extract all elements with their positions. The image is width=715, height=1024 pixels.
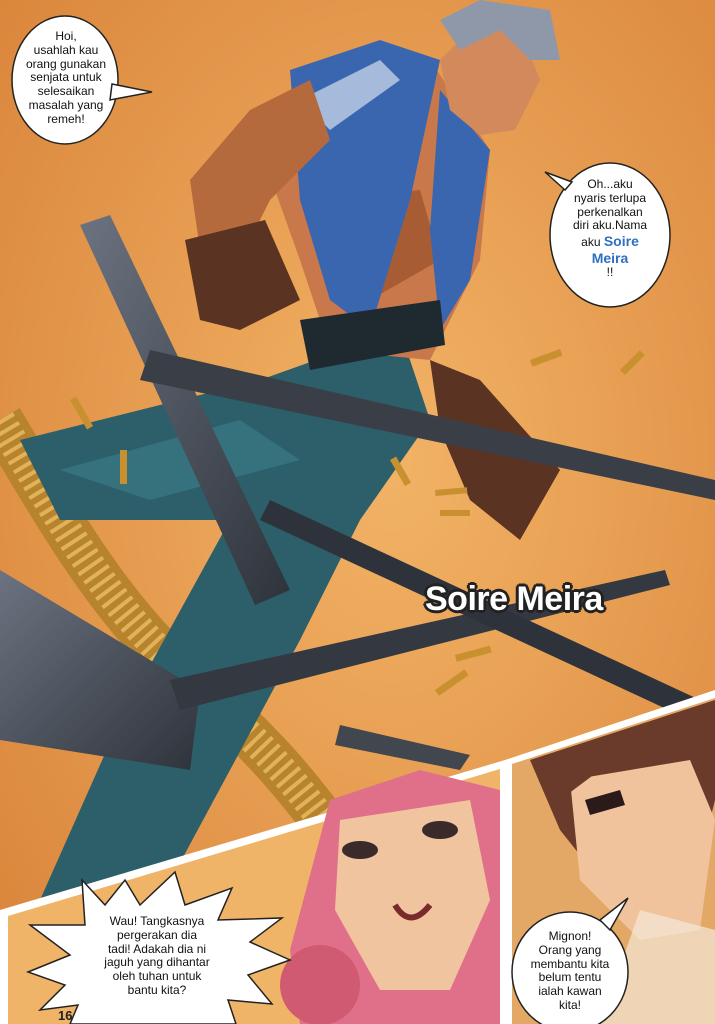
bubble-bottom-right-text (518, 930, 622, 1013)
bubble-line: membantu kita (530, 956, 610, 971)
page-number: 16 (58, 1008, 73, 1023)
bubble-line: senjata untuk (30, 70, 102, 85)
bubble-line: belum tentu (538, 970, 602, 985)
bubble-line: Wau! Tangkasnya (109, 914, 205, 928)
bubble-line: jaguh yang dihantar (104, 955, 210, 970)
bubble-line: remeh! (47, 111, 85, 126)
bubble-line: bantu kita? (127, 982, 187, 997)
character-name-highlight: Soire (603, 233, 639, 250)
bubble-line: orang gunakan (25, 56, 107, 71)
bubble-line: Oh...aku (587, 177, 633, 191)
character-name-caption: Soire Meira (425, 580, 603, 618)
bubble-line: perkenalkan (577, 204, 643, 219)
bubble-line: Mignon! (548, 929, 592, 943)
bubble-line: masalah yang (28, 97, 104, 112)
bubble-line: oleh tuhan untuk (112, 969, 202, 984)
bubble-line: selesaikan (37, 84, 95, 99)
bubble-top-left-text (14, 30, 118, 127)
bubble-bottom-left-text (82, 915, 232, 998)
bubble-top-right-text (555, 178, 665, 280)
bubble-line: Orang yang (538, 942, 602, 957)
character-name-highlight: Meira (591, 249, 629, 266)
bubble-line: usahlah kau (33, 42, 99, 57)
bubble-line: !! (606, 265, 614, 280)
bubble-line: tadi! Adakah dia ni (107, 941, 207, 956)
bubble-word: aku (581, 235, 601, 250)
bubble-line (555, 233, 665, 250)
bubble-line: pergerakan dia (116, 927, 198, 942)
bubble-line: ialah kawan (538, 984, 602, 999)
bubble-line: diri aku.Nama (572, 218, 648, 233)
bubble-line: nyaris terlupa (573, 190, 647, 205)
bubble-line: kita! (558, 997, 581, 1012)
bubble-line: Hoi, (55, 29, 77, 43)
